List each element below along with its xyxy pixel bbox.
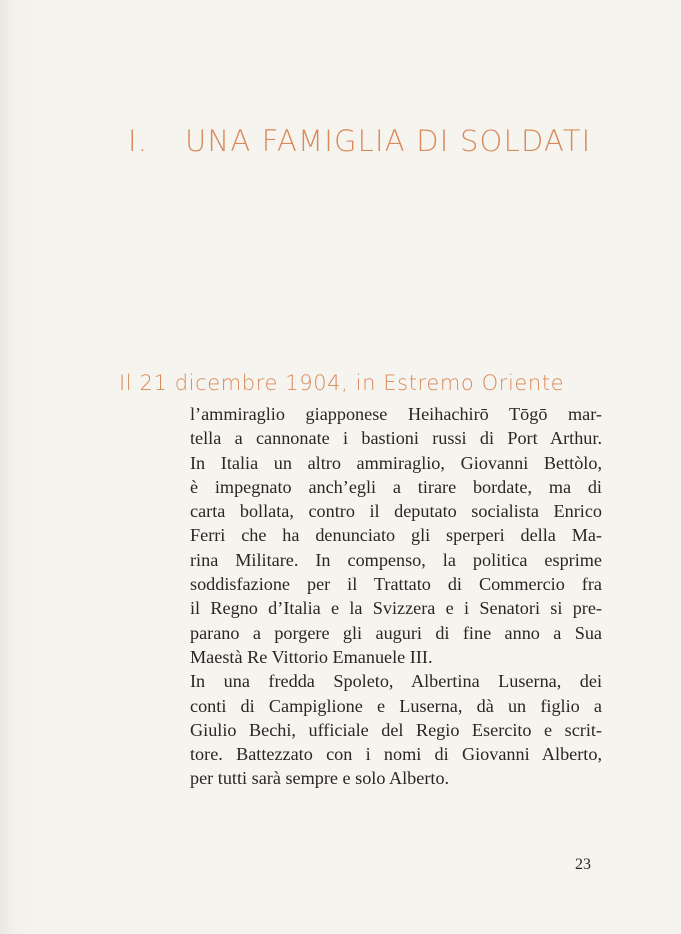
body-line: parano a porgere gli auguri di fine anno a Sua (190, 622, 602, 643)
body-paragraphs (190, 402, 602, 791)
body-line: il Regno d’Italia e la Svizzera e i Senatori si pre- (190, 598, 602, 619)
body-line: In Italia un altro ammiraglio, Giovanni Bettòlo, (190, 452, 602, 473)
body-line: tore. Battezzato con i nomi di Giovanni Alberto, (190, 744, 602, 765)
body-line: Giulio Bechi, ufficiale del Regio Esercito e scrit- (190, 719, 602, 740)
lead-in-line: Il 21 dicembre 1904, in Estremo Oriente (119, 371, 565, 395)
body-line: carta bollata, contro il deputato socialista Enrico (190, 501, 602, 522)
chapter-number: I. (128, 124, 149, 158)
body-line: Ferri che ha denunciato gli sperperi della Ma- (190, 525, 602, 546)
body-line: per tutti sarà sempre e solo Alberto. (190, 768, 450, 789)
body-line: tella a cannonate i bastioni russi di Port Arthur. (190, 428, 602, 449)
body-line: rina Militare. In compenso, la politica esprime (190, 549, 602, 570)
chapter-title: UNA FAMIGLIA DI SOLDATI (185, 124, 592, 158)
body-line: conti di Campiglione e Luserna, dà un figlio a (190, 695, 602, 716)
body-line: soddisfazione per il Trattato di Commercio fra (190, 574, 602, 595)
body-line: Maestà Re Vittorio Emanuele III. (190, 646, 433, 667)
page-number: 23 (575, 856, 591, 873)
body-line: l’ammiraglio giapponese Heihachirō Tōgō mar- (190, 404, 602, 424)
chapter-heading (128, 124, 648, 158)
body-line: è impegnato anch’egli a tirare bordate, ma di (190, 476, 602, 497)
body-line: In una fredda Spoleto, Albertina Luserna, dei (190, 671, 602, 692)
